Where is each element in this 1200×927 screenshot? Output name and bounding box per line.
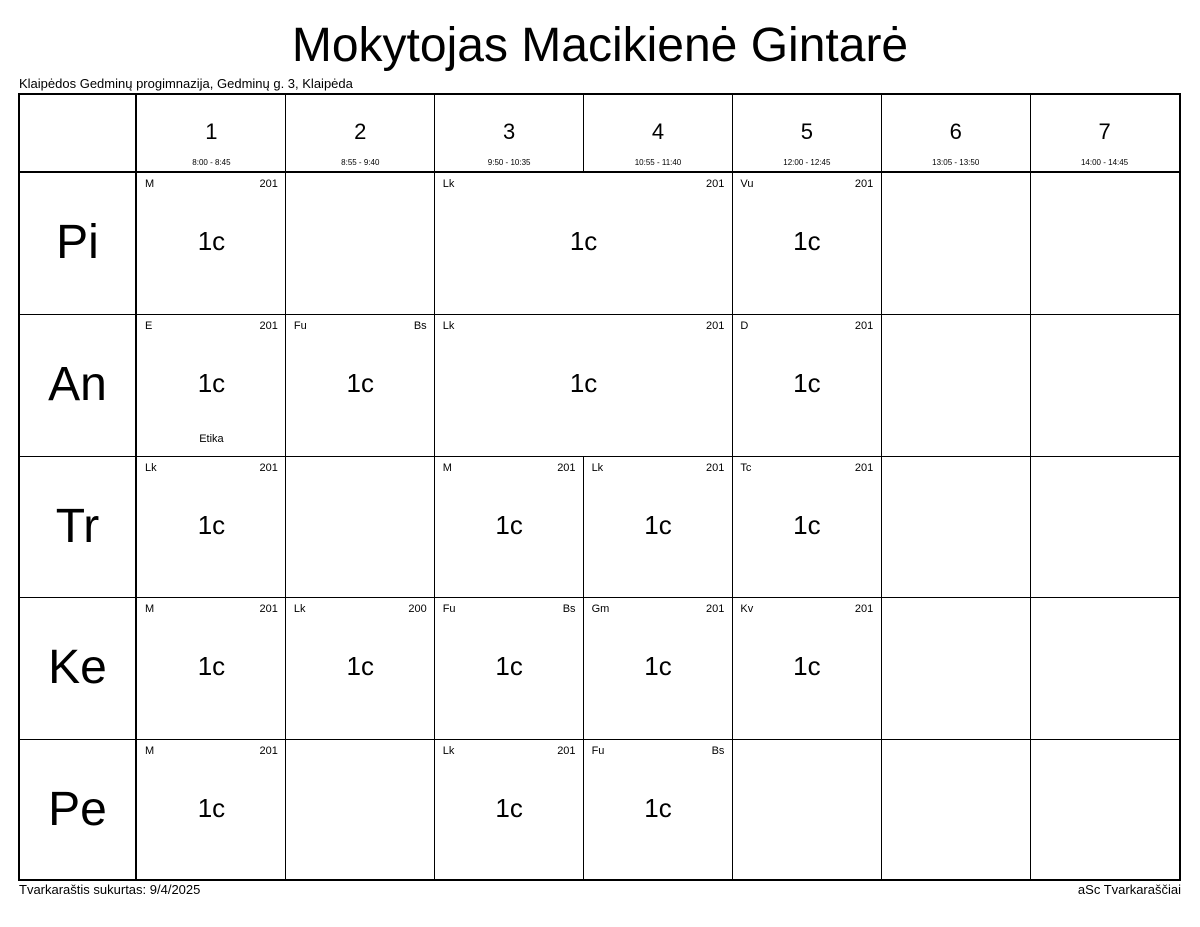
- lesson-room: 201: [259, 319, 278, 332]
- period-number: 1: [205, 119, 218, 144]
- lesson-class: 1c: [644, 509, 672, 540]
- column-divider: [583, 95, 584, 172]
- lesson-room: 200: [408, 603, 427, 616]
- lesson-class: 1c: [197, 651, 226, 682]
- lesson-subject: Gm: [591, 603, 610, 616]
- lesson-subject: M: [145, 178, 155, 190]
- lesson-cell[interactable]: [435, 597, 584, 739]
- lesson-class: 1c: [569, 367, 598, 398]
- lesson-room: 201: [854, 319, 874, 332]
- lesson-room: 201: [259, 461, 278, 474]
- lesson-cell[interactable]: [435, 172, 733, 314]
- day-label: An: [48, 357, 107, 411]
- lesson-cell[interactable]: [137, 314, 286, 456]
- lesson-cell[interactable]: [435, 739, 584, 881]
- lesson-cell[interactable]: [286, 314, 435, 456]
- lesson-room: 201: [706, 603, 725, 616]
- lesson-subject: M: [442, 461, 452, 474]
- timetable-grid: [18, 93, 1181, 881]
- lesson-cell[interactable]: [137, 456, 286, 598]
- lesson-subject: Lk: [293, 603, 306, 616]
- day-label: Pe: [48, 783, 107, 837]
- school-address: Klaipėdos Gedminų progimnazija, Gedminų g. 3, Klaipėda: [19, 76, 353, 91]
- lesson-subject: Lk: [442, 178, 455, 190]
- lesson-cell[interactable]: [137, 172, 286, 314]
- lesson-cell[interactable]: [584, 597, 733, 739]
- column-divider: [1030, 314, 1031, 456]
- column-divider: [1030, 95, 1031, 172]
- period-number: 7: [1098, 119, 1111, 144]
- lesson-room: 201: [557, 745, 576, 758]
- period-time: 12:00 - 12:45: [783, 158, 831, 167]
- period-number: 4: [651, 119, 665, 144]
- day-label: Ke: [48, 641, 107, 695]
- lesson-subject: Fu: [293, 319, 307, 332]
- lesson-class: 1c: [793, 367, 821, 398]
- column-divider: [1030, 172, 1031, 314]
- lesson-subject: D: [740, 319, 749, 332]
- lesson-class: 1c: [644, 651, 672, 682]
- lesson-subject: Fu: [442, 603, 456, 616]
- day-label: Tr: [55, 499, 100, 553]
- column-divider: [881, 95, 882, 172]
- lesson-cell[interactable]: [286, 597, 435, 739]
- lesson-subject: Lk: [591, 461, 604, 474]
- lesson-room: 201: [854, 178, 874, 190]
- lesson-class: 1c: [569, 226, 598, 256]
- lesson-subject: Lk: [145, 461, 157, 474]
- lesson-room: 201: [557, 461, 576, 474]
- lesson-room: 201: [259, 178, 278, 190]
- created-date: Tvarkaraštis sukurtas: 9/4/2025: [19, 882, 201, 897]
- period-time: 10:55 - 11:40: [634, 158, 682, 167]
- period-time: 14:00 - 14:45: [1080, 158, 1129, 167]
- page-title: Mokytojas Macikienė Gintarė: [291, 19, 909, 72]
- lesson-room: 201: [706, 178, 725, 190]
- lesson-class: 1c: [495, 509, 523, 540]
- lesson-class: 1c: [495, 793, 523, 824]
- column-divider: [732, 95, 733, 172]
- lesson-room: 201: [854, 603, 874, 616]
- lesson-room: 201: [706, 319, 725, 332]
- lesson-subject: M: [145, 745, 155, 758]
- lesson-class: 1c: [793, 226, 821, 256]
- lesson-class: 1c: [793, 509, 821, 540]
- lesson-room: Bs: [711, 745, 725, 758]
- lesson-room: 201: [259, 745, 278, 758]
- lesson-room: 201: [854, 461, 874, 474]
- lesson-subject: Kv: [740, 603, 754, 616]
- column-divider: [881, 739, 882, 881]
- period-number: 2: [354, 119, 367, 144]
- period-number: 5: [800, 119, 813, 144]
- lesson-room: Bs: [562, 603, 576, 616]
- period-time: 8:00 - 8:45: [192, 158, 231, 167]
- lesson-subject: Lk: [442, 745, 455, 758]
- lesson-subject: M: [145, 603, 155, 616]
- lesson-cell[interactable]: [732, 597, 881, 739]
- lesson-class: 1c: [197, 509, 226, 540]
- lesson-room: 201: [259, 603, 278, 616]
- lesson-cell[interactable]: [732, 314, 881, 456]
- lesson-subject: Lk: [442, 319, 455, 332]
- lesson-cell[interactable]: [584, 739, 733, 881]
- period-number: 6: [949, 119, 962, 144]
- lesson-room: 201: [706, 461, 725, 474]
- lesson-class: 1c: [793, 651, 821, 682]
- lesson-class: 1c: [495, 651, 523, 682]
- column-divider: [285, 95, 286, 172]
- lesson-class: 1c: [644, 793, 672, 824]
- lesson-class: 1c: [197, 793, 226, 824]
- lesson-subject: Fu: [591, 745, 605, 758]
- column-divider: [434, 95, 435, 172]
- lesson-cell[interactable]: [435, 314, 733, 456]
- period-number: 3: [503, 119, 516, 144]
- period-time: 13:05 - 13:50: [932, 158, 980, 167]
- lesson-class: 1c: [197, 367, 226, 398]
- lesson-cell[interactable]: [732, 172, 881, 314]
- lesson-room: Bs: [413, 319, 427, 332]
- software-brand: aSc Tvarkaraščiai: [1077, 882, 1181, 897]
- lesson-cell[interactable]: [732, 456, 881, 598]
- day-label: Pi: [56, 215, 99, 269]
- lesson-class: 1c: [346, 651, 374, 682]
- lesson-cell[interactable]: [584, 456, 733, 598]
- period-time: 8:55 - 9:40: [341, 158, 380, 167]
- lesson-class: 1c: [346, 367, 374, 398]
- lesson-cell[interactable]: [435, 456, 584, 598]
- lesson-note: Etika: [199, 432, 224, 445]
- lesson-subject: E: [145, 319, 153, 332]
- column-divider: [1030, 456, 1031, 598]
- period-time: 9:50 - 10:35: [487, 158, 531, 167]
- lesson-cell[interactable]: [137, 597, 286, 739]
- lesson-cell[interactable]: [137, 739, 286, 881]
- lesson-subject: Tc: [740, 461, 752, 474]
- column-divider: [1030, 597, 1031, 739]
- column-divider: [1030, 739, 1031, 881]
- lesson-class: 1c: [197, 226, 226, 256]
- lesson-subject: Vu: [740, 178, 754, 190]
